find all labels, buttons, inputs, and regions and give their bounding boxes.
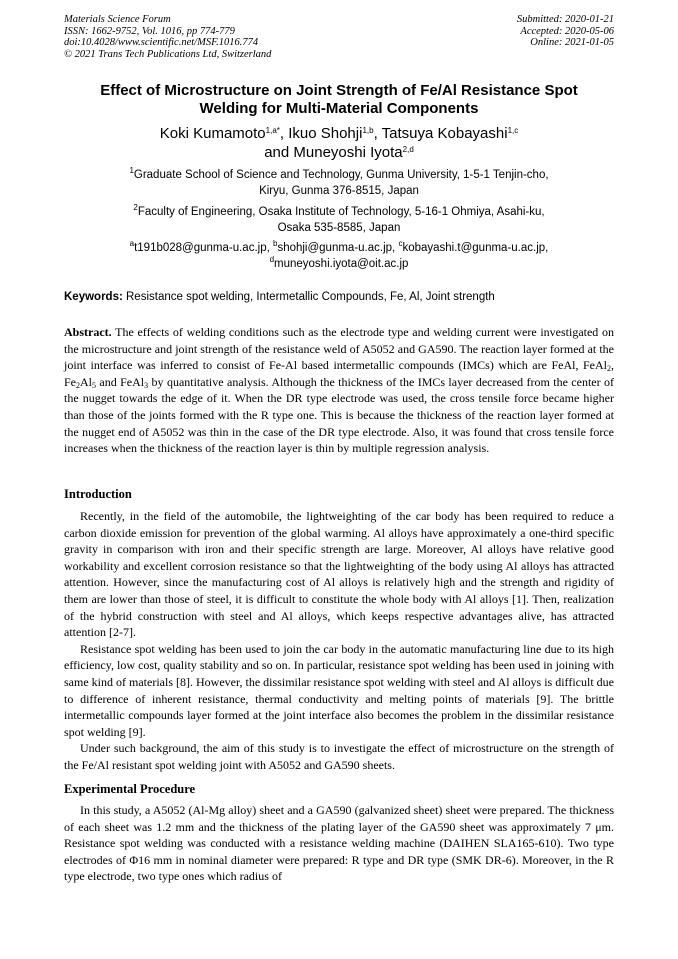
affiliation-1 bbox=[90, 167, 588, 199]
online-date: Online: 2021-01-05 bbox=[530, 37, 614, 48]
keywords bbox=[64, 290, 614, 304]
authors-line-1 bbox=[64, 124, 614, 143]
paragraph: In this study, a A5052 (Al-Mg alloy) sheet and a GA590 (galvanized sheet) sheet were prepared. The thickness of each sheet was 1.2 mm and the thickness of the plating layer of the GA590 sheet was approximately 7 μm. Resistance spot welding was conducted with a resistance welding machine (DAIHEN SLA165-610). Two type electrodes of Φ16 mm in nominal diameter were prepared: R type and DR type (SMK DR-6). Moreover, in the R type electrode, two type ones which radius of bbox=[64, 803, 614, 884]
email-sup: c bbox=[398, 239, 403, 248]
section-heading-experimental: Experimental Procedure bbox=[64, 782, 196, 796]
author-sup: 1,a* bbox=[265, 126, 280, 135]
author-list bbox=[64, 124, 614, 162]
running-header bbox=[64, 14, 614, 66]
abstract-text: The effects of welding conditions such as the electrode type and welding current were investigated on the microstructure and joint strength of the resistance weld of A5052 and GA590. The reaction layer formed at the joint interface was inferred to consist of Fe-Al based intermetallic compounds (IMCs) which are FeAl, FeAl bbox=[64, 325, 614, 373]
author-name: Koki Kumamoto bbox=[159, 125, 266, 142]
email-sup: b bbox=[272, 239, 278, 248]
abstract-label: Abstract. bbox=[64, 325, 112, 339]
affiliation-sup: 2 bbox=[133, 203, 138, 212]
author-sup: 2,d bbox=[402, 145, 414, 154]
title-line-2: Welding for Multi-Material Components bbox=[199, 100, 479, 117]
email-sup: d bbox=[269, 255, 275, 264]
author-sup: 1,b bbox=[362, 126, 374, 135]
email-link[interactable]: muneyoshi.iyota@oit.ac.jp bbox=[274, 258, 409, 270]
subscript: 2 bbox=[607, 364, 611, 374]
copyright: © 2021 Trans Tech Publications Ltd, Switzerland bbox=[64, 48, 272, 60]
issn: ISSN: 1662-9752, Vol. 1016, pp 774-779 bbox=[64, 25, 235, 37]
affiliation-text: Graduate School of Science and Technology, Gunma University, 1-5-1 Tenjin-cho, bbox=[133, 169, 549, 181]
affiliation-2 bbox=[90, 204, 588, 236]
journal-name: Materials Science Forum bbox=[64, 14, 171, 25]
paragraph: Recently, in the field of the automobile, the lightweighting of the car body has been required to reduce a carbon dioxide emission for prevention of the global warming. Al alloys have approximately a one-third specific gravity in comparison with iron and their specific strength are large. Moreover, Al alloys have relative good workability and excellent corrosion resistance so that the lightweighting of the body using Al alloys has attracted attention. However, since the manufacturing cost of Al alloys is relatively high and the strength and rigidity of them are lower than those of steel, it is difficult to constitute the whole body with Al alloys [1]. Then, realization of the hybrid construction with steel and Al alloys, which keeps respective advantages alive, has attracted attention [2-7]. bbox=[64, 509, 614, 640]
accepted-date: Accepted: 2020-05-06 bbox=[520, 25, 614, 37]
author-sup: 1,c bbox=[507, 126, 519, 135]
affiliation-text: Osaka 535-8585, Japan bbox=[277, 222, 401, 234]
abstract-text: , Fe bbox=[64, 358, 614, 389]
introduction-body bbox=[64, 508, 614, 774]
experimental-body bbox=[64, 802, 614, 885]
title-line-1: Effect of Microstructure on Joint Strength of Fe/Al Resistance Spot bbox=[100, 82, 578, 99]
doi: doi:10.4028/www.scientific.net/MSF.1016.774 bbox=[64, 37, 259, 48]
paragraph: Resistance spot welding has been used to join the car body in the automatic manufacturing line due to its high efficiency, low cost, quality stability and so on. In particular, resistance spot welding has been used in joining with same kind of materials [8]. However, the dissimilar resistance spot welding with steel and Al alloys is difficult due to difference of inherent resistance, thermal conductivity and melting points of materials [9]. The brittle intermetallic compounds layer formed at the joint interface also becomes the problem in the dissimilar resistance spot welding [9]. bbox=[64, 641, 614, 739]
affiliation-text: Faculty of Engineering, Osaka Institute of Technology, 5-16-1 Ohmiya, Asahi-ku, bbox=[137, 206, 545, 218]
dates-info bbox=[517, 14, 614, 49]
author-name: , Ikuo Shohji bbox=[279, 125, 363, 142]
abstract bbox=[64, 324, 614, 457]
email-sup: a bbox=[129, 239, 135, 248]
authors-line-2 bbox=[64, 143, 614, 162]
subscript: 3 bbox=[144, 380, 149, 390]
submitted-date: Submitted: 2020-01-21 bbox=[516, 14, 614, 25]
affiliation-text: Kiryu, Gunma 376-8515, Japan bbox=[259, 185, 419, 197]
abstract-text: by quantitative analysis. Although the thickness of the IMCs layer decreased from the center of the nugget towards the edge of it. When the DR type electrode was used, the cross tensile force became higher than those of the joints formed with the R type one. This is because the thickness of the reaction layer formed at the nugget end of A5052 was thin in the case of the DR type electrode. Also, it was found that cross tensile force increases when the thickness of the reaction layer is thin by multiple regression analysis. bbox=[64, 374, 615, 456]
keywords-label: Keywords: bbox=[64, 291, 123, 303]
author-name: , Tatsuya Kobayashi bbox=[373, 125, 508, 142]
paragraph: Under such background, the aim of this study is to investigate the effect of microstructure on the strength of the Fe/Al resistant spot welding joint with A5052 and GA590 sheets. bbox=[64, 741, 614, 772]
subscript: 5 bbox=[92, 380, 96, 390]
author-name: and Muneyoshi Iyota bbox=[264, 144, 403, 161]
email-link[interactable]: kobayashi.t@gunma-u.ac.jp, bbox=[402, 242, 549, 254]
email-link[interactable]: shohji@gunma-u.ac.jp, bbox=[277, 242, 399, 254]
section-heading-introduction: Introduction bbox=[64, 487, 132, 501]
paper-title bbox=[64, 82, 614, 118]
subscript: 2 bbox=[76, 380, 80, 390]
email-list bbox=[90, 240, 588, 272]
email-link[interactable]: t191b028@gunma-u.ac.jp, bbox=[134, 242, 273, 254]
keywords-text: Resistance spot welding, Intermetallic Compounds, Fe, Al, Joint strength bbox=[122, 291, 495, 303]
affiliation-sup: 1 bbox=[129, 166, 134, 175]
abstract-text: Al bbox=[80, 374, 92, 389]
abstract-text: and FeAl bbox=[96, 374, 145, 389]
journal-info bbox=[64, 14, 271, 60]
